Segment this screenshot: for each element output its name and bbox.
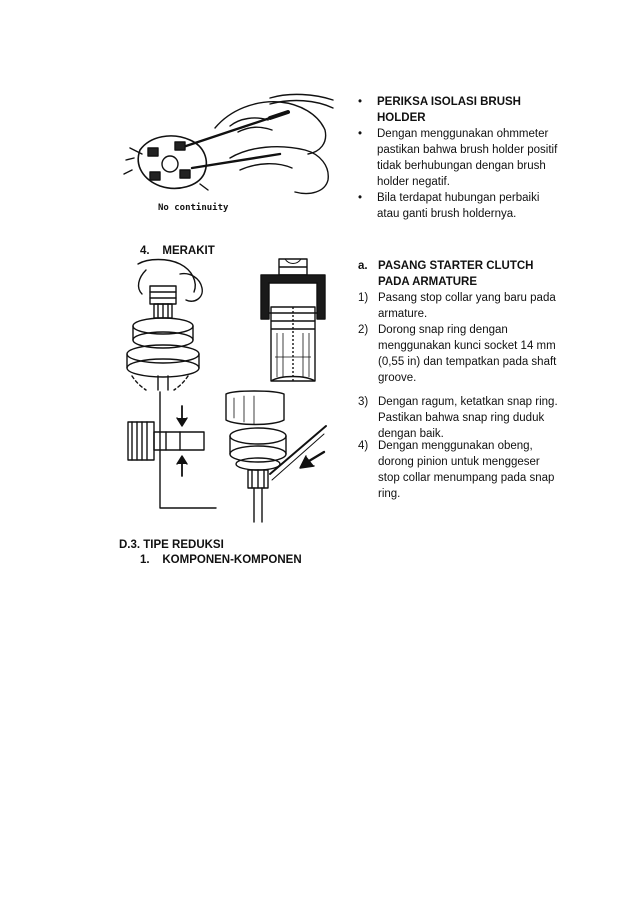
heading-marker: a. — [358, 260, 368, 272]
armature-clutch-illustration — [128, 258, 223, 390]
bullet-dot: • — [358, 128, 363, 140]
illustration-caption: No continuity — [158, 203, 229, 213]
merakit-heading: 4. MERAKIT — [140, 245, 215, 257]
list-item — [358, 290, 598, 322]
step-text: Dengan menggunakan obeng, dorong pinion untuk menggeser stop collar menumpang pada snap ring. — [378, 440, 555, 500]
assembly-heading — [358, 258, 598, 290]
step-text: Dengan ragum, ketatkan snap ring. Pastikan bahwa snap ring duduk dengan baik. — [378, 396, 558, 440]
vise-snap-ring-illustration — [124, 392, 216, 510]
bullet-text: Bila terdapat hubungan perbaiki atau ganti brush holdernya. — [377, 192, 540, 220]
step-marker: 3) — [358, 396, 369, 408]
bullet-item — [358, 126, 598, 190]
list-item — [358, 438, 598, 502]
subsection-heading: 1. KOMPONEN-KOMPONEN — [140, 554, 302, 566]
section-heading: D.3. TIPE REDUKSI — [119, 539, 224, 551]
bullet-dot: • — [358, 192, 363, 204]
step-text: Pasang stop collar yang baru pada armature. — [378, 292, 556, 320]
step-marker: 2) — [358, 324, 369, 336]
screwdriver-pinion-illustration — [224, 392, 330, 524]
bullet-item — [358, 190, 598, 222]
bullet-text: Dengan menggunakan ohmmeter pastikan bahwa brush holder positif tidak berhubungan dengan brush holder negatif. — [377, 128, 558, 188]
bullet-text: PERIKSA ISOLASI BRUSH HOLDER — [377, 96, 521, 124]
list-item — [358, 394, 598, 442]
step-text: Dorong snap ring dengan menggunakan kunci socket 14 mm (0,55 in) dan tempatkan pada shaft groove. — [378, 324, 557, 384]
bullet-item — [358, 94, 598, 126]
bullet-dot: • — [358, 96, 363, 108]
socket-shaft-illustration — [255, 257, 330, 387]
assembly-heading-text: PASANG STARTER CLUTCH PADA ARMATURE — [378, 260, 534, 288]
step-marker: 4) — [358, 440, 369, 452]
step-marker: 1) — [358, 292, 369, 304]
list-item — [358, 322, 598, 386]
